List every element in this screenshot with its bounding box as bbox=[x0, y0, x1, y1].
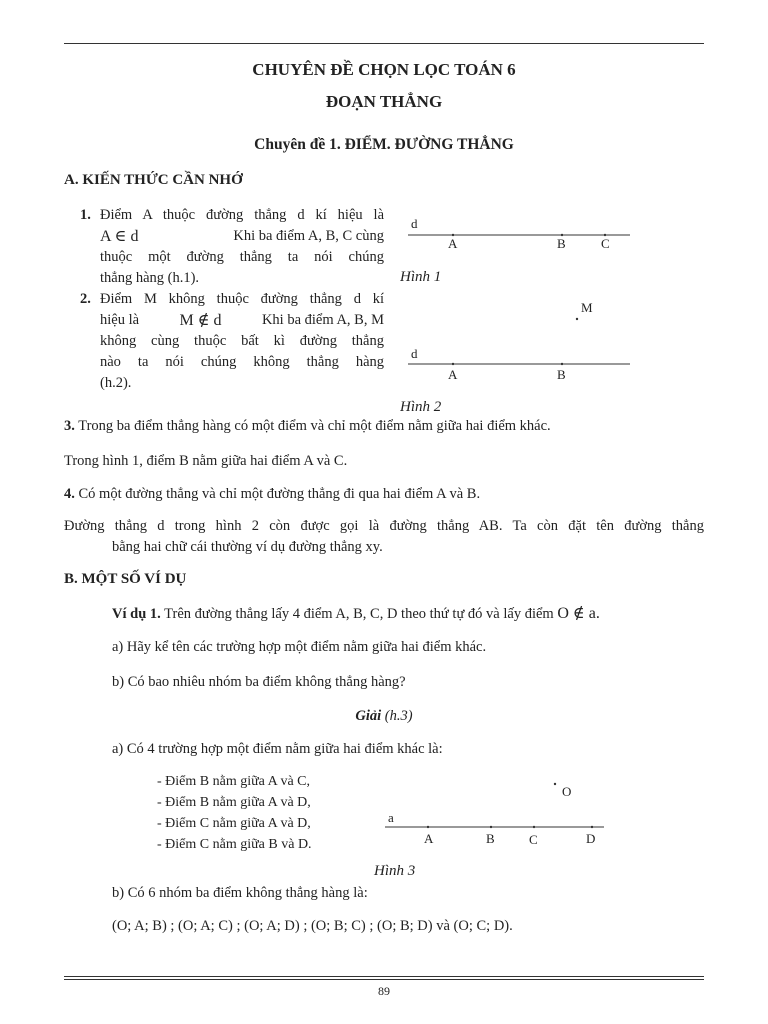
fig3-point-a: A bbox=[424, 831, 434, 846]
case-item: - Điểm C nằm giữa A và D, bbox=[157, 816, 311, 831]
example-1 bbox=[112, 603, 704, 625]
solution-ref: (h.3) bbox=[384, 708, 413, 724]
item-1-number: 1. bbox=[80, 207, 91, 223]
fig3-line-label: a bbox=[388, 810, 394, 825]
item-1-line-3: thuộc một đường thẳng ta nói chúng bbox=[100, 249, 384, 265]
item-4-text: Có một đường thẳng và chỉ một đường thẳng đi qua hai điểm A và B. bbox=[78, 486, 481, 502]
item-2-math: M ∉ d bbox=[179, 312, 222, 329]
answer-b: b) Có 6 nhóm ba điểm không thẳng hàng là: bbox=[112, 885, 368, 901]
bottom-rule-inner bbox=[64, 979, 704, 980]
case-item: - Điểm C nằm giữa B và D. bbox=[157, 837, 312, 852]
solution-label: Giải bbox=[355, 708, 382, 724]
fig3-point-c: C bbox=[529, 832, 538, 847]
section-b-heading: B. MỘT SỐ VÍ DỤ bbox=[64, 571, 187, 587]
item-3-example: Trong hình 1, điểm B nằm giữa hai điểm A và C. bbox=[64, 453, 348, 469]
example-1-label: Ví dụ 1. bbox=[112, 606, 161, 622]
fig1-line-label: d bbox=[411, 216, 418, 231]
document-title: CHUYÊN ĐỀ CHỌN LỌC TOÁN 6 bbox=[252, 60, 516, 79]
item-2-line-3: không cùng thuộc bất kì đường thẳng bbox=[100, 333, 384, 349]
item-2-line-2-prefix: hiệu là bbox=[100, 312, 140, 328]
item-1-line-2 bbox=[100, 226, 384, 247]
fig3-off-point: O bbox=[562, 784, 572, 799]
item-2-line-1: Điểm M không thuộc đường thẳng d kí bbox=[100, 291, 384, 307]
figure-2 bbox=[400, 296, 640, 418]
fig2-off-point: M bbox=[581, 300, 593, 315]
page-number: 89 bbox=[378, 984, 390, 998]
figure-1 bbox=[400, 210, 640, 290]
fig1-point-b: B bbox=[557, 236, 566, 251]
fig3-point-a-dot bbox=[427, 826, 429, 828]
item-2-line-2 bbox=[100, 310, 384, 331]
example-1-text: Trên đường thẳng lấy 4 điểm A, B, C, D theo thứ tự đó và lấy điểm bbox=[164, 606, 554, 622]
item-3 bbox=[64, 416, 704, 437]
fig2-point-a: A bbox=[448, 367, 458, 382]
fig2-caption: Hình 2 bbox=[400, 399, 442, 415]
item-3-text: Trong ba điểm thẳng hàng có một điểm và chỉ một điểm nằm giữa hai điểm khác. bbox=[78, 418, 551, 434]
item-1-line-1: Điểm A thuộc đường thẳng d kí hiệu là bbox=[100, 207, 384, 223]
case-item: - Điểm B nằm giữa A và C, bbox=[157, 774, 311, 789]
item-1-line-2-text: Khi ba điểm A, B, C cùng bbox=[233, 228, 384, 244]
item-2-line-4: nào ta nói chúng không thẳng hàng bbox=[100, 354, 384, 370]
item-4-number: 4. bbox=[64, 486, 75, 502]
item-2-number: 2. bbox=[80, 291, 91, 307]
fig3-point-d-dot bbox=[591, 826, 593, 828]
item-2-line-2-text: Khi ba điểm A, B, M bbox=[261, 312, 384, 328]
fig1-caption: Hình 1 bbox=[400, 269, 442, 285]
groups-list: (O; A; B) ; (O; A; C) ; (O; A; D) ; (O; B; C) ; (O; B; D) và (O; C; D). bbox=[112, 918, 513, 934]
item-4-note-line-1: Đường thẳng d trong hình 2 còn được gọi là đường thẳng AB. Ta còn đặt tên đường thẳng bbox=[64, 518, 704, 534]
part-a-question: a) Hãy kể tên các trường hợp một điểm nằm giữa hai điểm khác. bbox=[112, 639, 487, 655]
document-subtitle: ĐOẠN THẲNG bbox=[325, 92, 443, 111]
top-rule bbox=[64, 43, 704, 44]
fig2-point-m-dot bbox=[576, 318, 578, 320]
section-a-heading: A. KIẾN THỨC CẦN NHỚ bbox=[64, 172, 243, 188]
item-3-number: 3. bbox=[64, 418, 75, 434]
fig3-point-o-dot bbox=[554, 783, 556, 785]
fig3-point-d: D bbox=[586, 831, 596, 846]
chapter-heading: Chuyên đề 1. ĐIỂM. ĐƯỜNG THẲNG bbox=[254, 136, 514, 153]
fig2-point-b: B bbox=[557, 367, 566, 382]
fig2-point-a-dot bbox=[452, 363, 454, 365]
item-4 bbox=[64, 484, 704, 505]
case-item: - Điểm B nằm giữa A và D, bbox=[157, 795, 311, 810]
bottom-rule bbox=[64, 976, 704, 977]
fig3-caption: Hình 3 bbox=[374, 863, 416, 878]
fig2-line-label: d bbox=[411, 346, 418, 361]
fig3-point-b-dot bbox=[490, 826, 492, 828]
fig3-point-b: B bbox=[486, 831, 495, 846]
item-1-line-4: thẳng hàng (h.1). bbox=[100, 270, 200, 286]
item-1-math: A ∈ d bbox=[100, 228, 139, 245]
answer-a: a) Có 4 trường hợp một điểm nằm giữa hai điểm khác là: bbox=[112, 741, 443, 757]
fig1-point-a: A bbox=[448, 236, 458, 251]
item-4-note-line-2: bằng hai chữ cái thường ví dụ đường thẳng xy. bbox=[112, 539, 383, 555]
part-b-question: b) Có bao nhiêu nhóm ba điểm không thẳng hàng? bbox=[112, 674, 406, 690]
figure-3 bbox=[372, 774, 612, 878]
solution-heading bbox=[64, 706, 704, 727]
fig1-point-c: C bbox=[601, 236, 610, 251]
example-1-math: O ∉ a. bbox=[557, 605, 600, 622]
cases-list bbox=[157, 771, 312, 855]
item-2-line-5: (h.2). bbox=[100, 375, 132, 391]
fig2-point-b-dot bbox=[561, 363, 563, 365]
fig3-point-c-dot bbox=[533, 826, 535, 828]
